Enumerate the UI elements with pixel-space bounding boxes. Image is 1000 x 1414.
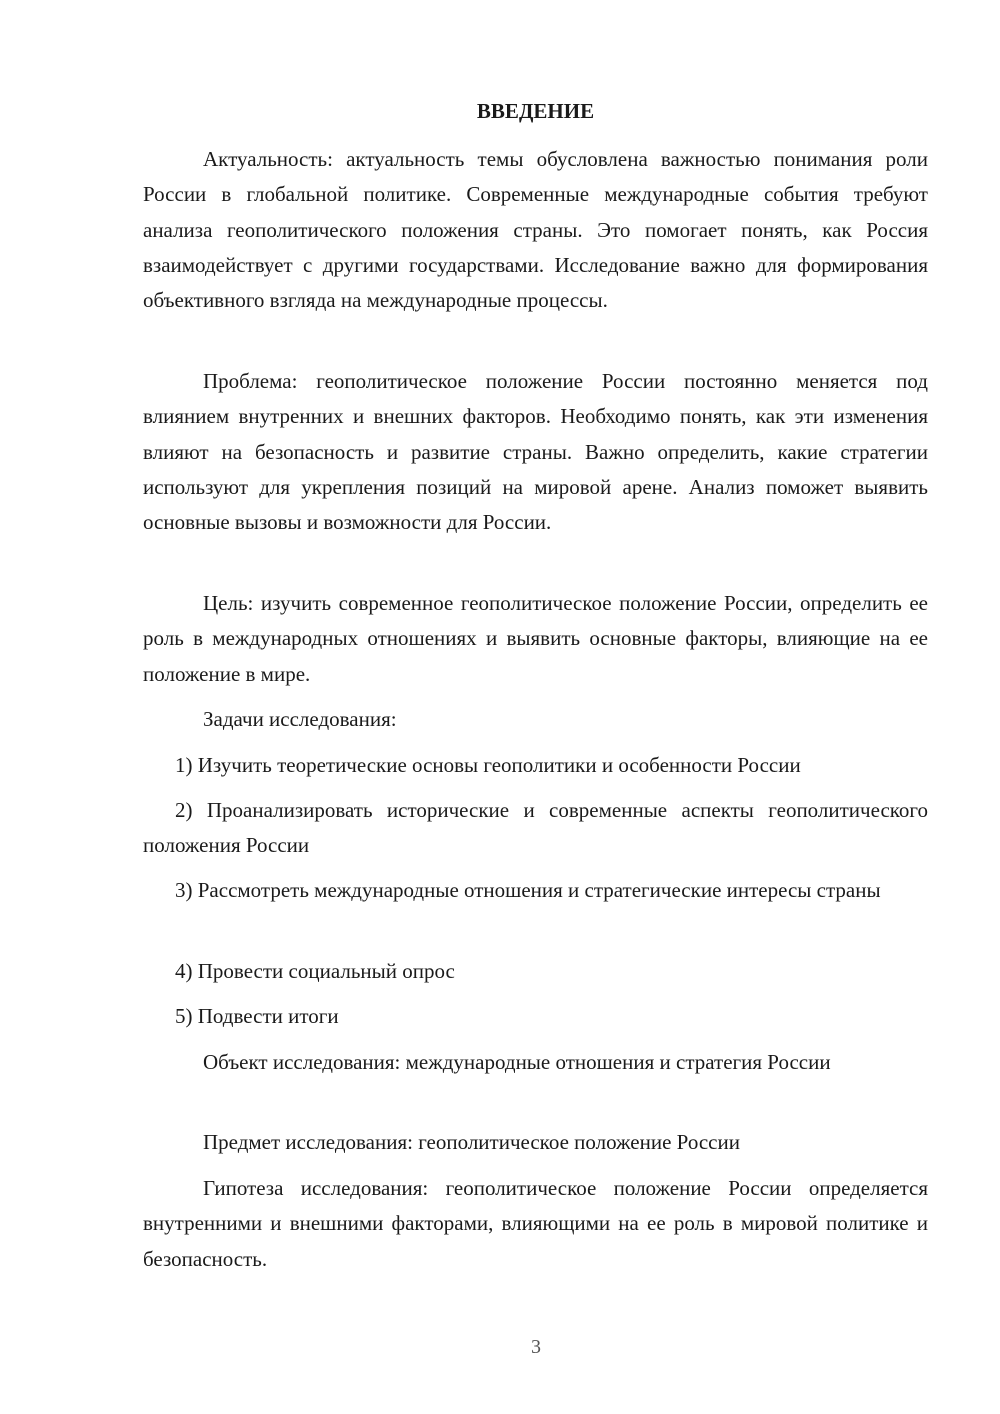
task-item-2: 2) Проанализировать исторические и современные аспекты геополитического положения России (143, 798, 928, 858)
task-item-1: 1) Изучить теоретические основы геополитики и особенности России (175, 753, 801, 777)
object-paragraph: Объект исследования: международные отношения и стратегия России (203, 1050, 831, 1074)
goal-paragraph: Цель: изучить современное геополитическое положение России, определить ее роль в международных отношениях и выявить основные факторы, влияющие на ее положение в мире. (143, 591, 928, 686)
task-item-3: 3) Рассмотреть международные отношения и стратегические интересы страны (175, 878, 881, 902)
hypothesis-paragraph: Гипотеза исследования: геополитическое положение России определяется внутренними и внешними факторами, влияющими на ее роль в мировой политике и безопасность. (143, 1176, 928, 1271)
relevance-paragraph: Актуальность: актуальность темы обусловлена важностью понимания роли России в глобальной политике. Современные международные события требуют анализа геополитического положения страны. Это помогает понять, как Россия взаимодействует с другими государствами. Исследование важно для формирования объективного взгляда на международные процессы. (143, 147, 928, 313)
problem-paragraph: Проблема: геополитическое положение России постоянно меняется под влиянием внутренних и внешних факторов. Необходимо понять, как эти изменения влияют на безопасность и развитие страны. Важно определить, какие стратегии используют для укрепления позиций на мировой арене. Анализ поможет выявить основные вызовы и возможности для России. (143, 369, 928, 535)
page-title: ВВЕДЕНИЕ (476, 99, 595, 123)
tasks-heading: Задачи исследования: (203, 707, 397, 731)
subject-paragraph: Предмет исследования: геополитическое положение России (203, 1130, 740, 1154)
page-number: 3 (531, 1336, 541, 1358)
task-item-5: 5) Подвести итоги (175, 1004, 339, 1028)
task-item-4: 4) Провести социальный опрос (175, 959, 455, 983)
